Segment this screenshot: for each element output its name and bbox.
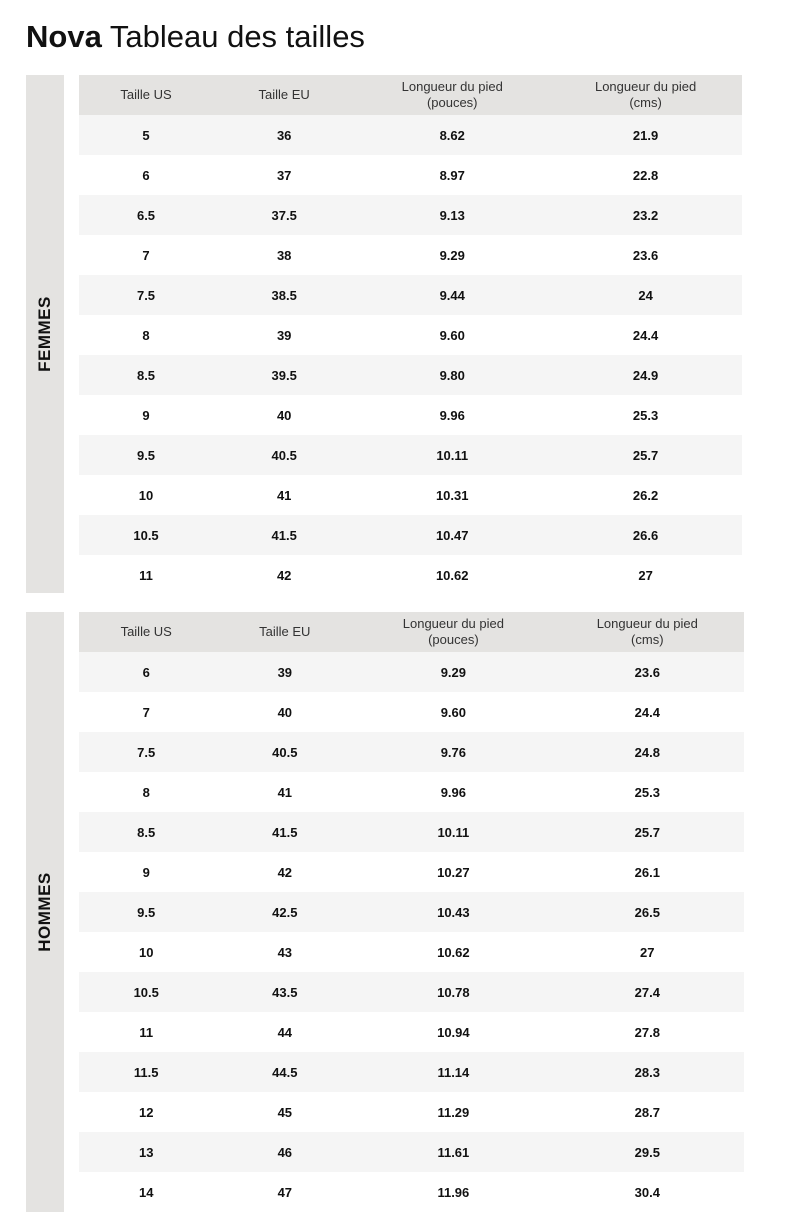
cell-foot-length-inches: 9.44: [355, 275, 549, 315]
cell-eu-size: 42: [213, 555, 355, 595]
cell-eu-size: 45: [213, 1092, 356, 1132]
table-row: [79, 195, 742, 235]
cell-foot-length-inches: 10.78: [356, 972, 550, 1012]
cell-eu-size: 41: [213, 772, 356, 812]
cell-us-size: 8.5: [79, 355, 213, 395]
cell-foot-length-inches: 9.60: [355, 315, 549, 355]
men-table-body: [79, 652, 744, 1212]
cell-us-size: 10: [79, 932, 213, 972]
header-foot-length-cm: Longueur du pied (cms): [549, 75, 742, 115]
cell-us-size: 10: [79, 475, 213, 515]
cell-eu-size: 42: [213, 852, 356, 892]
table-row: [79, 155, 742, 195]
cell-foot-length-inches: 10.94: [356, 1012, 550, 1052]
cell-eu-size: 39: [213, 652, 356, 692]
cell-foot-length-cm: 28.7: [551, 1092, 744, 1132]
cell-foot-length-cm: 27: [551, 932, 744, 972]
cell-us-size: 10.5: [79, 515, 213, 555]
cell-us-size: 9: [79, 852, 213, 892]
cell-eu-size: 37: [213, 155, 355, 195]
cell-us-size: 11: [79, 555, 213, 595]
cell-foot-length-inches: 8.62: [355, 115, 549, 155]
cell-foot-length-inches: 10.11: [355, 435, 549, 475]
cell-us-size: 9.5: [79, 892, 213, 932]
table-row: [79, 1092, 744, 1132]
cell-us-size: 6: [79, 155, 213, 195]
cell-foot-length-inches: 10.62: [355, 555, 549, 595]
cell-foot-length-cm: 25.3: [549, 395, 742, 435]
cell-foot-length-cm: 29.5: [551, 1132, 744, 1172]
cell-eu-size: 38.5: [213, 275, 355, 315]
cell-foot-length-cm: 24.4: [551, 692, 744, 732]
cell-us-size: 12: [79, 1092, 213, 1132]
cell-foot-length-cm: 24: [549, 275, 742, 315]
cell-eu-size: 42.5: [213, 892, 356, 932]
table-row: [79, 852, 744, 892]
table-header-row: [79, 612, 744, 652]
header-us-size: Taille US: [79, 75, 213, 115]
cell-foot-length-cm: 24.4: [549, 315, 742, 355]
header-us-size: Taille US: [79, 612, 213, 652]
header-foot-length-inches: Longueur du pied (pouces): [355, 75, 549, 115]
cell-foot-length-cm: 28.3: [551, 1052, 744, 1092]
cell-us-size: 11.5: [79, 1052, 213, 1092]
brand-name: Nova: [26, 19, 102, 54]
cell-us-size: 8: [79, 315, 213, 355]
cell-foot-length-cm: 30.4: [551, 1172, 744, 1212]
cell-eu-size: 41: [213, 475, 355, 515]
cell-eu-size: 37.5: [213, 195, 355, 235]
table-row: [79, 435, 742, 475]
table-row: [79, 395, 742, 435]
cell-us-size: 6: [79, 652, 213, 692]
cell-eu-size: 40.5: [213, 732, 356, 772]
cell-foot-length-inches: 11.61: [356, 1132, 550, 1172]
men-size-table: [79, 612, 744, 1212]
cell-us-size: 13: [79, 1132, 213, 1172]
cell-foot-length-inches: 9.96: [355, 395, 549, 435]
cell-foot-length-cm: 23.6: [551, 652, 744, 692]
table-row: [79, 892, 744, 932]
table-row: [79, 515, 742, 555]
table-row: [79, 932, 744, 972]
women-table-body: [79, 115, 742, 595]
cell-eu-size: 44.5: [213, 1052, 356, 1092]
table-row: [79, 475, 742, 515]
cell-foot-length-cm: 22.8: [549, 155, 742, 195]
cell-foot-length-inches: 10.31: [355, 475, 549, 515]
table-row: [79, 812, 744, 852]
women-size-table: [79, 75, 742, 595]
table-row: [79, 1172, 744, 1212]
cell-foot-length-cm: 26.1: [551, 852, 744, 892]
cell-foot-length-cm: 23.2: [549, 195, 742, 235]
cell-foot-length-inches: 9.29: [355, 235, 549, 275]
cell-eu-size: 43.5: [213, 972, 356, 1012]
cell-eu-size: 40: [213, 395, 355, 435]
cell-foot-length-inches: 9.13: [355, 195, 549, 235]
table-row: [79, 1012, 744, 1052]
cell-us-size: 8.5: [79, 812, 213, 852]
table-row: [79, 555, 742, 595]
cell-foot-length-inches: 10.62: [356, 932, 550, 972]
cell-us-size: 14: [79, 1172, 213, 1212]
cell-us-size: 7: [79, 692, 213, 732]
cell-eu-size: 40: [213, 692, 356, 732]
cell-foot-length-inches: 11.96: [356, 1172, 550, 1212]
cell-foot-length-inches: 9.29: [356, 652, 550, 692]
cell-foot-length-cm: 24.8: [551, 732, 744, 772]
cell-foot-length-cm: 26.6: [549, 515, 742, 555]
table-row: [79, 275, 742, 315]
table-row: [79, 772, 744, 812]
cell-eu-size: 41.5: [213, 812, 356, 852]
page-title: [26, 17, 365, 57]
women-label: FEMMES: [35, 296, 54, 372]
table-row: [79, 1132, 744, 1172]
women-side-label: [26, 75, 64, 593]
table-row: [79, 1052, 744, 1092]
cell-us-size: 9: [79, 395, 213, 435]
cell-us-size: 6.5: [79, 195, 213, 235]
cell-eu-size: 39: [213, 315, 355, 355]
cell-eu-size: 40.5: [213, 435, 355, 475]
cell-foot-length-inches: 11.14: [356, 1052, 550, 1092]
cell-eu-size: 41.5: [213, 515, 355, 555]
table-row: [79, 652, 744, 692]
cell-us-size: 11: [79, 1012, 213, 1052]
men-side-label: [26, 612, 64, 1212]
table-row: [79, 115, 742, 155]
header-foot-length-cm: Longueur du pied (cms): [551, 612, 744, 652]
cell-foot-length-cm: 21.9: [549, 115, 742, 155]
cell-us-size: 7.5: [79, 275, 213, 315]
cell-foot-length-cm: 27.4: [551, 972, 744, 1012]
header-eu-size: Taille EU: [213, 75, 355, 115]
cell-eu-size: 44: [213, 1012, 356, 1052]
cell-foot-length-inches: 9.80: [355, 355, 549, 395]
cell-foot-length-inches: 10.43: [356, 892, 550, 932]
cell-foot-length-inches: 10.11: [356, 812, 550, 852]
header-eu-size: Taille EU: [213, 612, 356, 652]
cell-foot-length-cm: 23.6: [549, 235, 742, 275]
header-foot-length-inches: Longueur du pied (pouces): [356, 612, 550, 652]
men-section: [26, 612, 746, 1212]
table-row: [79, 315, 742, 355]
cell-eu-size: 47: [213, 1172, 356, 1212]
cell-foot-length-cm: 25.7: [549, 435, 742, 475]
cell-foot-length-cm: 26.5: [551, 892, 744, 932]
cell-foot-length-cm: 24.9: [549, 355, 742, 395]
men-label: HOMMES: [35, 872, 54, 952]
table-row: [79, 692, 744, 732]
table-header-row: [79, 75, 742, 115]
cell-us-size: 9.5: [79, 435, 213, 475]
women-section: [26, 75, 744, 593]
cell-eu-size: 46: [213, 1132, 356, 1172]
cell-foot-length-cm: 26.2: [549, 475, 742, 515]
cell-eu-size: 39.5: [213, 355, 355, 395]
cell-foot-length-inches: 9.60: [356, 692, 550, 732]
cell-us-size: 7: [79, 235, 213, 275]
cell-foot-length-inches: 10.27: [356, 852, 550, 892]
cell-foot-length-inches: 8.97: [355, 155, 549, 195]
cell-eu-size: 36: [213, 115, 355, 155]
cell-foot-length-cm: 25.7: [551, 812, 744, 852]
table-row: [79, 355, 742, 395]
cell-foot-length-cm: 27: [549, 555, 742, 595]
cell-foot-length-inches: 11.29: [356, 1092, 550, 1132]
cell-us-size: 5: [79, 115, 213, 155]
cell-foot-length-cm: 25.3: [551, 772, 744, 812]
cell-eu-size: 38: [213, 235, 355, 275]
table-row: [79, 235, 742, 275]
cell-foot-length-inches: 9.76: [356, 732, 550, 772]
table-row: [79, 732, 744, 772]
cell-foot-length-cm: 27.8: [551, 1012, 744, 1052]
cell-us-size: 10.5: [79, 972, 213, 1012]
table-row: [79, 972, 744, 1012]
cell-us-size: 8: [79, 772, 213, 812]
cell-foot-length-inches: 9.96: [356, 772, 550, 812]
cell-eu-size: 43: [213, 932, 356, 972]
title-text: Tableau des tailles: [109, 19, 365, 54]
cell-us-size: 7.5: [79, 732, 213, 772]
cell-foot-length-inches: 10.47: [355, 515, 549, 555]
